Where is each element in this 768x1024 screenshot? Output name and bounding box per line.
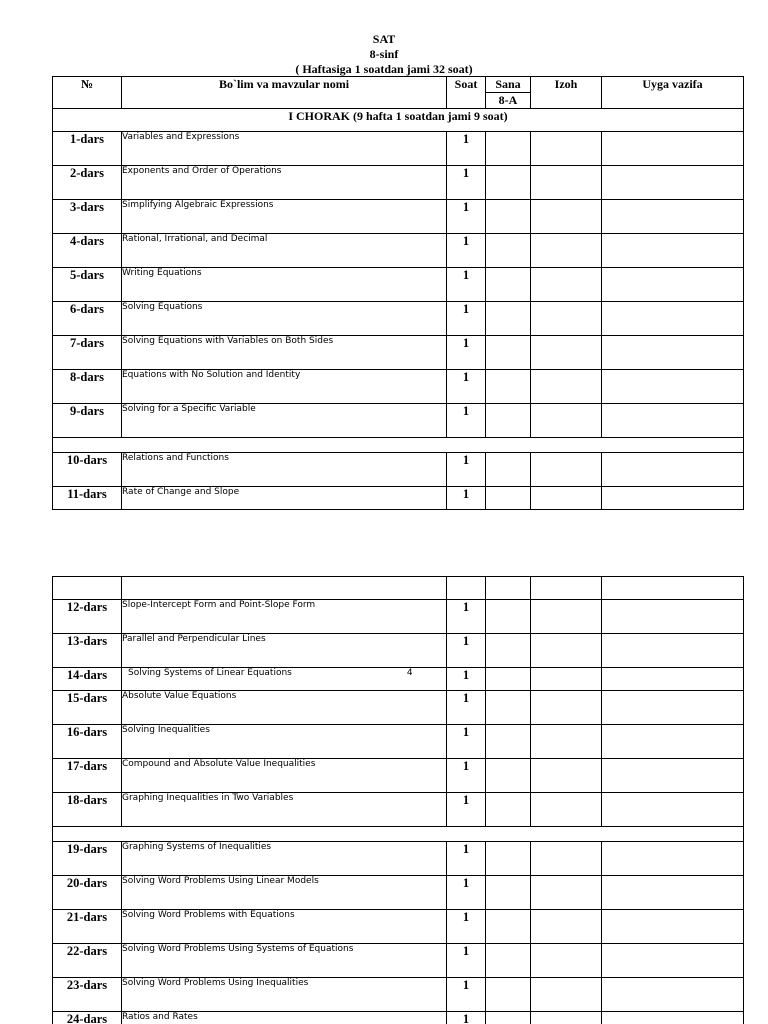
- lesson-homework-cell: [602, 793, 744, 827]
- lesson-row: [53, 876, 744, 910]
- lesson-row: [53, 634, 744, 668]
- lesson-date-cell: [486, 268, 531, 302]
- lesson-row: [53, 132, 744, 166]
- column-header-topic: Bo`lim va mavzular nomi: [122, 77, 447, 109]
- lesson-topic: [122, 876, 447, 910]
- lesson-note-cell: [531, 634, 602, 668]
- lesson-row: [53, 600, 744, 634]
- lesson-hours: 1: [447, 453, 486, 487]
- lesson-topic-text: Graphing Inequalities in Two Variables: [122, 793, 294, 803]
- lesson-note-cell: [531, 132, 602, 166]
- lesson-topic: [122, 166, 447, 200]
- lesson-plan-table-2: [52, 576, 744, 1024]
- lesson-row: [53, 166, 744, 200]
- lesson-topic: [122, 268, 447, 302]
- lesson-homework-cell: [602, 910, 744, 944]
- lesson-topic-text: Solving Word Problems with Equations: [122, 910, 295, 920]
- lesson-note-cell: [531, 725, 602, 759]
- lesson-topic: [122, 1012, 447, 1024]
- lesson-number: 10-dars: [53, 453, 122, 487]
- lesson-date-cell: [486, 634, 531, 668]
- lesson-topic-text: Equations with No Solution and Identity: [122, 370, 301, 380]
- lesson-topic: [122, 487, 447, 510]
- lesson-note-cell: [531, 404, 602, 438]
- lesson-topic-text: Rational, Irrational, and Decimal: [122, 234, 268, 244]
- lesson-topic-text: Solving for a Specific Variable: [122, 404, 256, 414]
- lesson-row: [53, 234, 744, 268]
- lesson-hours: 1: [447, 634, 486, 668]
- lesson-hours: 1: [447, 268, 486, 302]
- lesson-hours: 1: [447, 978, 486, 1012]
- lesson-date-cell: [486, 370, 531, 404]
- lesson-number: 4-dars: [53, 234, 122, 268]
- document-title: SAT: [372, 32, 396, 46]
- lesson-note-cell: [531, 691, 602, 725]
- lesson-homework-cell: [602, 1012, 744, 1024]
- lesson-number: 22-dars: [53, 944, 122, 978]
- lesson-topic-text: Solving Inequalities: [122, 725, 210, 735]
- lesson-topic: [122, 759, 447, 793]
- lesson-topic-text: Solving Systems of Linear Equations: [128, 668, 292, 678]
- lesson-row: [53, 1012, 744, 1024]
- lesson-topic: [122, 944, 447, 978]
- lesson-homework-cell: [602, 336, 744, 370]
- lesson-number: 8-dars: [53, 370, 122, 404]
- lesson-homework-cell: [602, 876, 744, 910]
- lesson-hours: 1: [447, 725, 486, 759]
- lesson-topic-text: Absolute Value Equations: [122, 691, 237, 701]
- lesson-hours: 1: [447, 234, 486, 268]
- lesson-topic: [122, 978, 447, 1012]
- lesson-date-cell: [486, 944, 531, 978]
- lesson-row: [53, 725, 744, 759]
- lesson-date-cell: [486, 487, 531, 510]
- lesson-number: 19-dars: [53, 842, 122, 876]
- lesson-row: [53, 487, 744, 510]
- lesson-topic: [122, 793, 447, 827]
- lesson-topic-text: Solving Word Problems Using Linear Models: [122, 876, 319, 886]
- lesson-homework-cell: [602, 200, 744, 234]
- lesson-topic: [122, 336, 447, 370]
- lesson-date-cell: [486, 166, 531, 200]
- blank-row: [53, 577, 744, 600]
- lesson-date-cell: [486, 759, 531, 793]
- lesson-note-cell: [531, 876, 602, 910]
- lesson-topic: [122, 842, 447, 876]
- lesson-hours: 1: [447, 759, 486, 793]
- lesson-date-cell: [486, 404, 531, 438]
- lesson-row: [53, 793, 744, 827]
- column-header-homework: Uyga vazifa: [602, 77, 744, 109]
- lesson-topic-text: Slope-Intercept Form and Point-Slope Form: [122, 600, 316, 610]
- lesson-hours: 1: [447, 842, 486, 876]
- lesson-row: [53, 404, 744, 438]
- lesson-topic: [122, 200, 447, 234]
- lesson-number: 2-dars: [53, 166, 122, 200]
- lesson-date-cell: [486, 302, 531, 336]
- lesson-homework-cell: [602, 691, 744, 725]
- section-row: [53, 109, 744, 132]
- lesson-homework-cell: [602, 268, 744, 302]
- lesson-topic: [122, 453, 447, 487]
- lesson-homework-cell: [602, 302, 744, 336]
- lesson-topic-text: Variables and Expressions: [122, 132, 240, 142]
- lesson-homework-cell: [602, 759, 744, 793]
- lesson-homework-cell: [602, 634, 744, 668]
- lesson-number: 6-dars: [53, 302, 122, 336]
- column-header-class: 8-A: [486, 93, 531, 109]
- lesson-row: [53, 691, 744, 725]
- lesson-topic: [122, 234, 447, 268]
- lesson-row: [53, 944, 744, 978]
- lesson-date-cell: [486, 132, 531, 166]
- lesson-number: 15-dars: [53, 691, 122, 725]
- lesson-homework-cell: [602, 370, 744, 404]
- lesson-homework-cell: [602, 404, 744, 438]
- lesson-topic-text: Exponents and Order of Operations: [122, 166, 282, 176]
- lesson-date-cell: [486, 910, 531, 944]
- lesson-topic: [122, 600, 447, 634]
- lesson-homework-cell: [602, 978, 744, 1012]
- lesson-hours: 1: [447, 944, 486, 978]
- lesson-note-cell: [531, 842, 602, 876]
- lesson-topic: [122, 132, 447, 166]
- lesson-topic-text: Parallel and Perpendicular Lines: [122, 634, 266, 644]
- lesson-number: 9-dars: [53, 404, 122, 438]
- lesson-hours: 1: [447, 370, 486, 404]
- lesson-topic-text: Graphing Systems of Inequalities: [122, 842, 272, 852]
- lesson-number: 5-dars: [53, 268, 122, 302]
- lesson-row: [53, 453, 744, 487]
- lesson-note-cell: [531, 234, 602, 268]
- blank-separator-cell: [53, 438, 744, 453]
- lesson-topic: [122, 370, 447, 404]
- lesson-number: 17-dars: [53, 759, 122, 793]
- lesson-date-cell: [486, 725, 531, 759]
- lesson-hours: 1: [447, 1012, 486, 1024]
- lesson-number: 16-dars: [53, 725, 122, 759]
- lesson-topic-text: Relations and Functions: [122, 453, 229, 463]
- lesson-homework-cell: [602, 234, 744, 268]
- lesson-date-cell: [486, 668, 531, 691]
- lesson-note-cell: [531, 793, 602, 827]
- lesson-number: 18-dars: [53, 793, 122, 827]
- lesson-note-cell: [531, 600, 602, 634]
- lesson-homework-cell: [602, 668, 744, 691]
- lesson-note-cell: [531, 944, 602, 978]
- lesson-hours: 1: [447, 910, 486, 944]
- lesson-date-cell: [486, 691, 531, 725]
- lesson-hours: 1: [447, 876, 486, 910]
- lesson-note-cell: [531, 453, 602, 487]
- lesson-hours: 1: [447, 166, 486, 200]
- lesson-note-cell: [531, 759, 602, 793]
- lesson-note-cell: [531, 166, 602, 200]
- lesson-date-cell: [486, 234, 531, 268]
- lesson-topic: [122, 691, 447, 725]
- lesson-row: [53, 336, 744, 370]
- lesson-note-cell: [531, 487, 602, 510]
- lesson-homework-cell: [602, 944, 744, 978]
- lesson-homework-cell: [602, 600, 744, 634]
- lesson-topic-text: Solving Word Problems Using Inequalities: [122, 978, 309, 988]
- lesson-date-cell: [486, 453, 531, 487]
- lesson-homework-cell: [602, 842, 744, 876]
- lesson-row: [53, 668, 744, 691]
- lesson-topic-text: Solving Word Problems Using Systems of Equations: [122, 944, 354, 954]
- lesson-hours: 1: [447, 132, 486, 166]
- lesson-number: 20-dars: [53, 876, 122, 910]
- lesson-topic: [122, 725, 447, 759]
- lesson-number: 24-dars: [53, 1012, 122, 1024]
- lesson-topic-text: Compound and Absolute Value Inequalities: [122, 759, 316, 769]
- lesson-date-cell: [486, 1012, 531, 1024]
- lesson-topic-text: Simplifying Algebraic Expressions: [122, 200, 274, 210]
- lesson-topic: [122, 302, 447, 336]
- lesson-hours: 1: [447, 200, 486, 234]
- lesson-topic-text: Solving Equations with Variables on Both Sides: [122, 336, 334, 346]
- lesson-note-cell: [531, 910, 602, 944]
- lesson-hours: 1: [447, 600, 486, 634]
- column-header-row: [53, 77, 744, 93]
- lesson-topic-text: Ratios and Rates: [122, 1012, 198, 1022]
- lesson-hours: 1: [447, 404, 486, 438]
- lesson-row: [53, 842, 744, 876]
- lesson-note-cell: [531, 978, 602, 1012]
- column-header-note: Izoh: [531, 77, 602, 109]
- lesson-date-cell: [486, 793, 531, 827]
- lesson-homework-cell: [602, 487, 744, 510]
- lesson-homework-cell: [602, 132, 744, 166]
- lesson-row: [53, 302, 744, 336]
- lesson-topic: [122, 404, 447, 438]
- lesson-row: [53, 759, 744, 793]
- grade-label: 8-sinf: [369, 47, 399, 61]
- lesson-topic: [122, 910, 447, 944]
- lesson-hours: 1: [447, 336, 486, 370]
- lesson-topic: [122, 634, 447, 668]
- lesson-homework-cell: [602, 166, 744, 200]
- column-header-hours: Soat: [447, 77, 486, 109]
- lesson-date-cell: [486, 842, 531, 876]
- blank-separator-cell: [53, 827, 744, 842]
- lesson-row: [53, 978, 744, 1012]
- lesson-hours: 1: [447, 691, 486, 725]
- lesson-row: [53, 268, 744, 302]
- lesson-note-cell: [531, 268, 602, 302]
- lesson-note-cell: [531, 1012, 602, 1024]
- lesson-row: [53, 370, 744, 404]
- lesson-number: 23-dars: [53, 978, 122, 1012]
- lesson-topic-text: Writing Equations: [122, 268, 202, 278]
- lesson-hours: 1: [447, 302, 486, 336]
- lesson-hours: 1: [447, 487, 486, 510]
- lesson-number: 3-dars: [53, 200, 122, 234]
- lesson-number: 12-dars: [53, 600, 122, 634]
- lesson-note-cell: [531, 302, 602, 336]
- lesson-row: [53, 910, 744, 944]
- lesson-date-cell: [486, 200, 531, 234]
- blank-row: [53, 827, 744, 842]
- lesson-note-cell: [531, 370, 602, 404]
- section-heading: I CHORAK (9 hafta 1 soatdan jami 9 soat): [53, 109, 744, 132]
- lesson-plan-table-1: [52, 76, 744, 510]
- lesson-date-cell: [486, 876, 531, 910]
- lesson-homework-cell: [602, 453, 744, 487]
- lesson-topic-text: Rate of Change and Slope: [122, 487, 240, 497]
- lesson-number: 13-dars: [53, 634, 122, 668]
- lesson-number: 1-dars: [53, 132, 122, 166]
- lesson-extra-number: 4: [406, 668, 413, 678]
- lesson-note-cell: [531, 200, 602, 234]
- lesson-hours: 1: [447, 668, 486, 691]
- lesson-date-cell: [486, 600, 531, 634]
- lesson-note-cell: [531, 668, 602, 691]
- lesson-number: 7-dars: [53, 336, 122, 370]
- lesson-number: 14-dars: [53, 668, 122, 691]
- schedule-subtitle: ( Haftasiga 1 soatdan jami 32 soat): [295, 62, 473, 76]
- lesson-date-cell: [486, 336, 531, 370]
- blank-row: [53, 438, 744, 453]
- lesson-number: 11-dars: [53, 487, 122, 510]
- lesson-note-cell: [531, 336, 602, 370]
- lesson-number: 21-dars: [53, 910, 122, 944]
- lesson-homework-cell: [602, 725, 744, 759]
- lesson-date-cell: [486, 978, 531, 1012]
- lesson-topic: [122, 668, 447, 691]
- lesson-hours: 1: [447, 793, 486, 827]
- lesson-row: [53, 200, 744, 234]
- lesson-topic-text: Solving Equations: [122, 302, 203, 312]
- column-header-date: Sana: [486, 77, 531, 93]
- column-header-number: №: [53, 77, 122, 109]
